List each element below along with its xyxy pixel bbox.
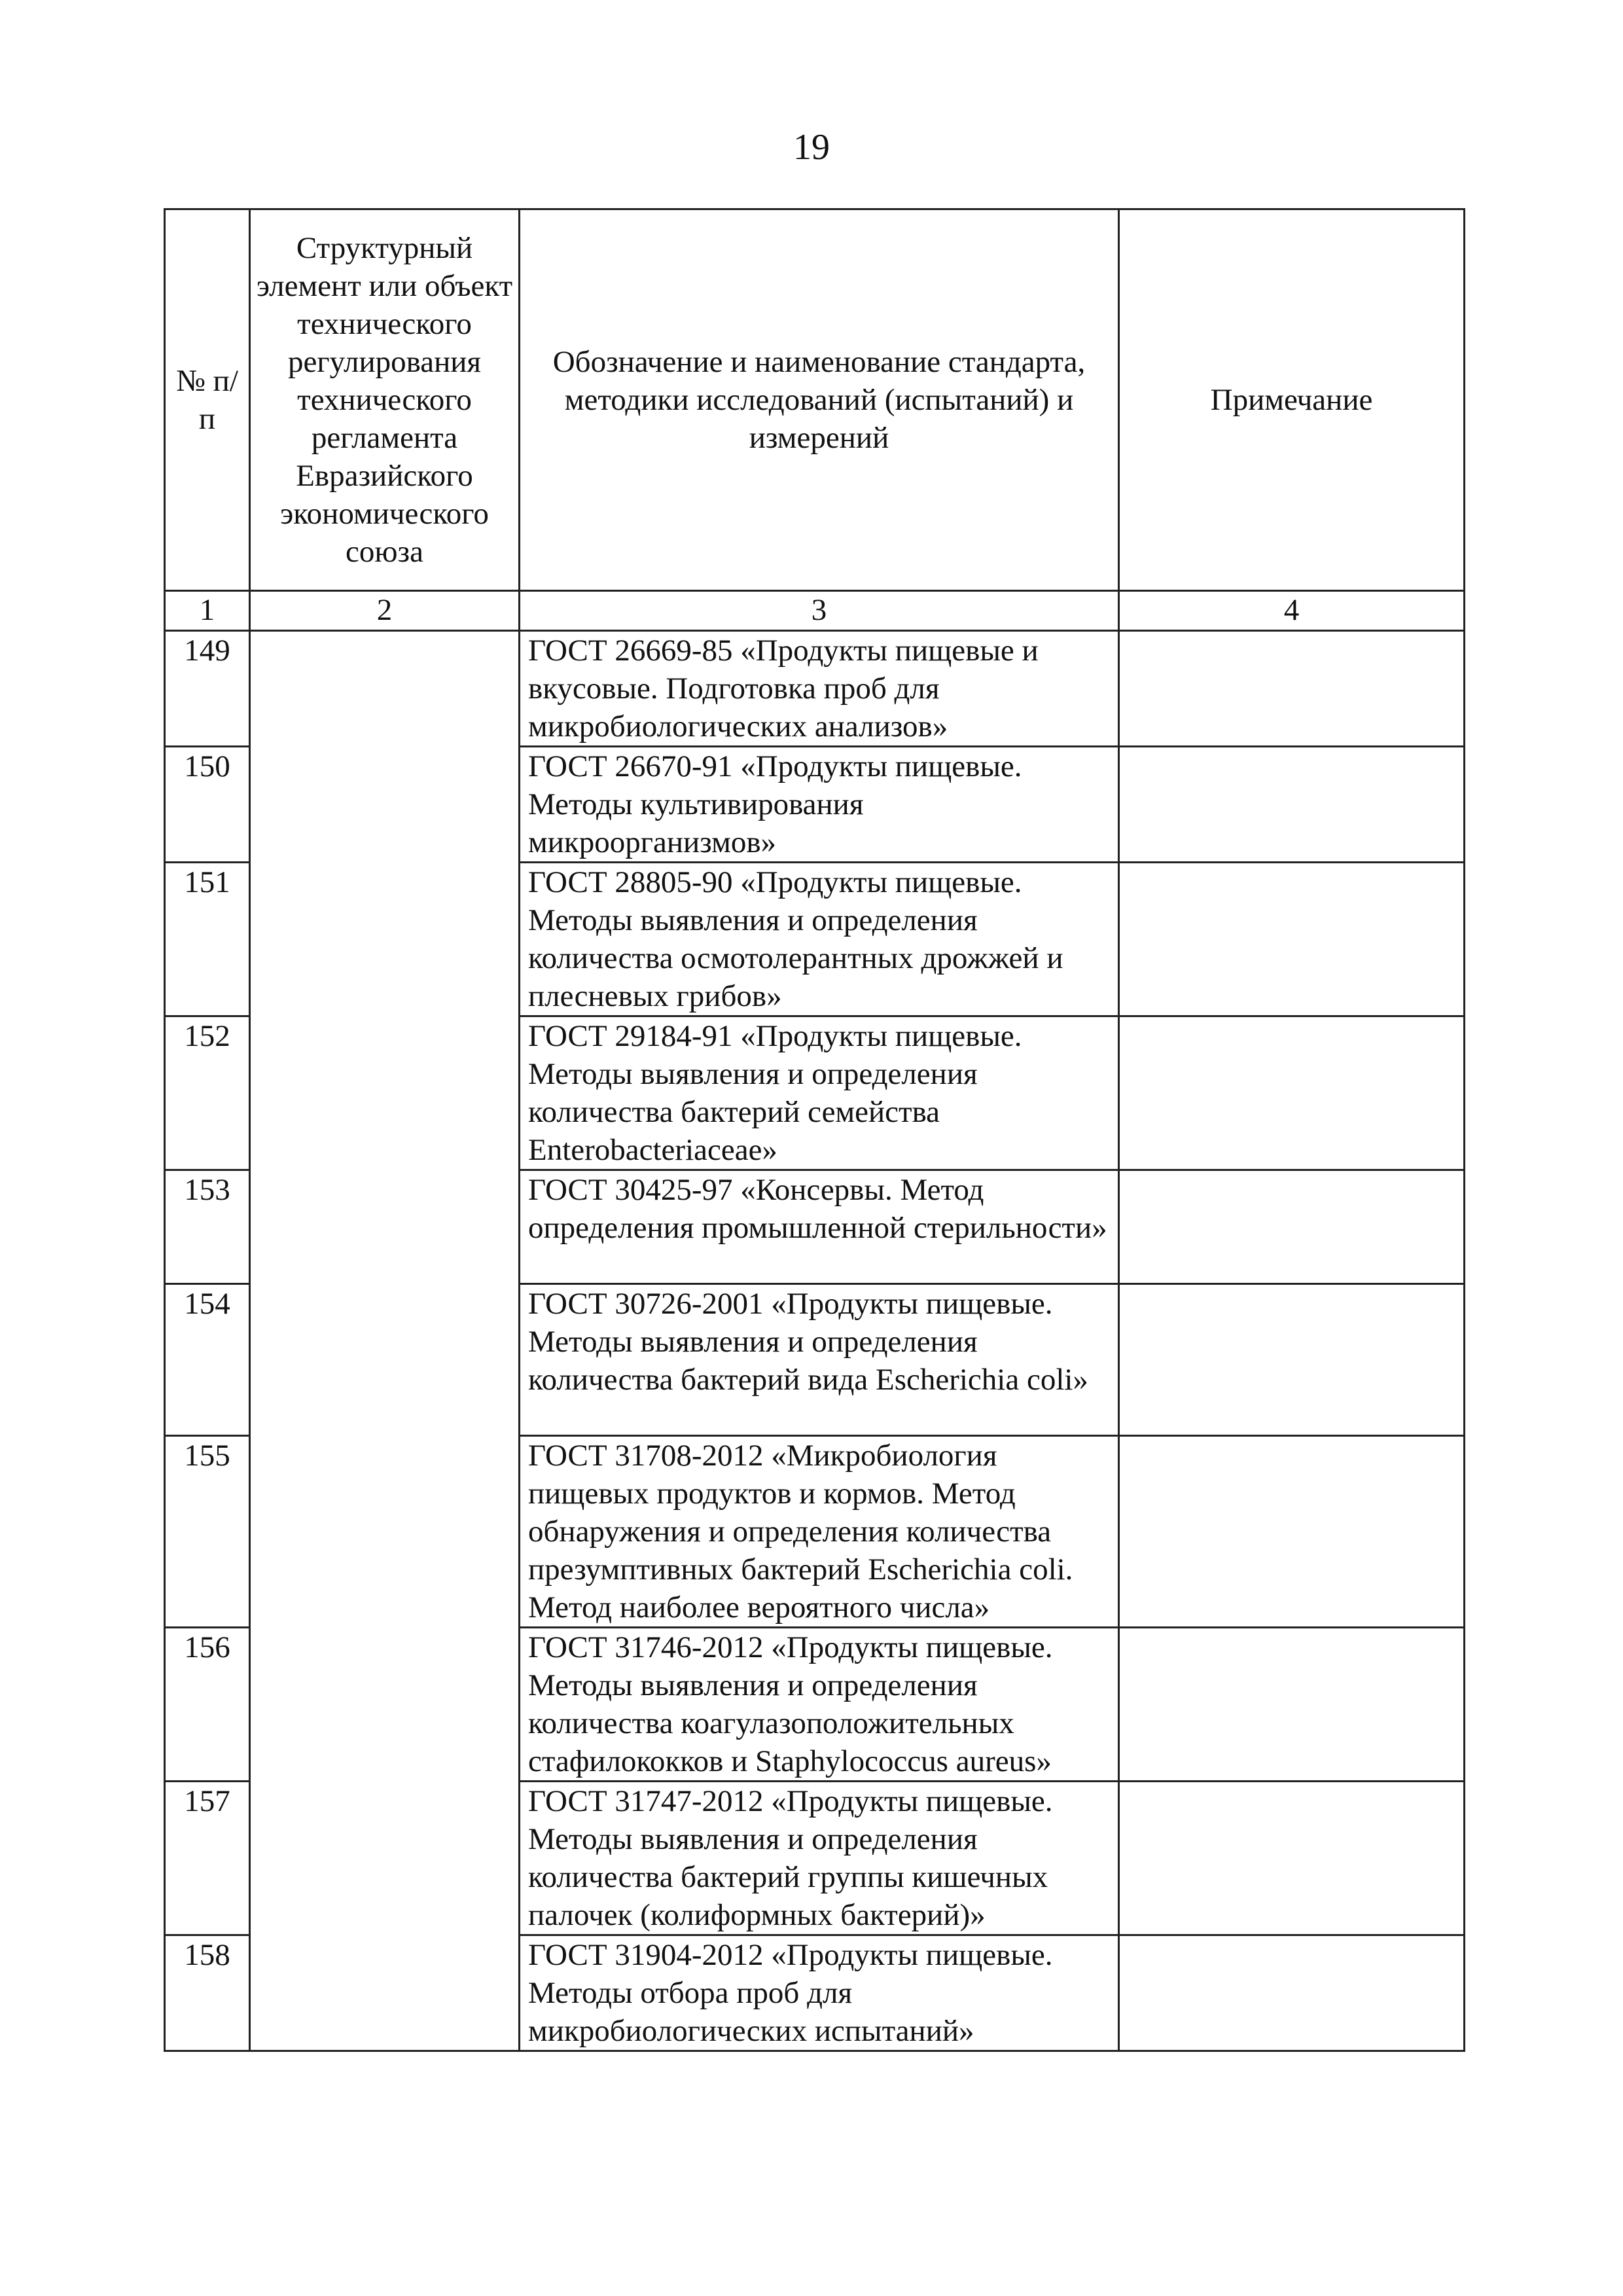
note-cell [1119,747,1465,863]
note-cell [1119,1170,1465,1284]
note-cell [1119,631,1465,747]
note-cell [1119,1628,1465,1782]
note-cell [1119,863,1465,1016]
standards-table [164,208,1465,2052]
row-number: 152 [165,1016,250,1170]
note-cell [1119,1782,1465,1935]
table-header-row [165,209,1465,591]
column-number: 3 [520,591,1119,631]
note-cell [1119,1935,1465,2051]
standard-text: ГОСТ 31708-2012 «Микробиология пищевых продуктов и кормов. Метод обнаружения и определения количества презумптивных бактерий Escherichia coli. Метод наиболее вероятного числа» [520,1436,1119,1628]
row-number: 150 [165,747,250,863]
standard-text: ГОСТ 26669-85 «Продукты пищевые и вкусовые. Подготовка проб для микробиологических анализов» [520,631,1119,747]
header-number: № п/п [165,209,250,591]
standard-text: ГОСТ 31747-2012 «Продукты пищевые. Методы выявления и определения количества бактерий группы кишечных палочек (колиформных бактерий)» [520,1782,1119,1935]
page-number: 19 [793,127,830,168]
header-structural-element: Структурный элемент или объект технического регулирования технического регламента Евразийского экономического союза [250,209,520,591]
row-number: 153 [165,1170,250,1284]
row-number: 157 [165,1782,250,1935]
row-number: 151 [165,863,250,1016]
row-number: 149 [165,631,250,747]
standard-text: ГОСТ 29184-91 «Продукты пищевые. Методы выявления и определения количества бактерий семейства Enterobacteriaceae» [520,1016,1119,1170]
standard-text: ГОСТ 31746-2012 «Продукты пищевые. Методы выявления и определения количества коагулазоположительных стафилококков и Staphylococcus aureus» [520,1628,1119,1782]
row-number: 158 [165,1935,250,2051]
row-number: 156 [165,1628,250,1782]
column-number: 4 [1119,591,1465,631]
standard-text: ГОСТ 30425-97 «Консервы. Метод определения промышленной стерильности» [520,1170,1119,1284]
table-row [165,631,1465,747]
column-number: 1 [165,591,250,631]
column-number: 2 [250,591,520,631]
standard-text: ГОСТ 31904-2012 «Продукты пищевые. Методы отбора проб для микробиологических испытаний» [520,1935,1119,2051]
column-numbering-row [165,591,1465,631]
note-cell [1119,1284,1465,1436]
header-note: Примечание [1119,209,1465,591]
structural-element-cell [250,631,520,2051]
standard-text: ГОСТ 30726-2001 «Продукты пищевые. Методы выявления и определения количества бактерий вида Escherichia coli» [520,1284,1119,1436]
note-cell [1119,1436,1465,1628]
standard-text: ГОСТ 26670-91 «Продукты пищевые. Методы культивирования микроорганизмов» [520,747,1119,863]
note-cell [1119,1016,1465,1170]
row-number: 155 [165,1436,250,1628]
header-standard-designation: Обозначение и наименование стандарта, методики исследований (испытаний) и измерений [520,209,1119,591]
standard-text: ГОСТ 28805-90 «Продукты пищевые. Методы выявления и определения количества осмотолерантных дрожжей и плесневых грибов» [520,863,1119,1016]
row-number: 154 [165,1284,250,1436]
table-body [165,631,1465,2051]
